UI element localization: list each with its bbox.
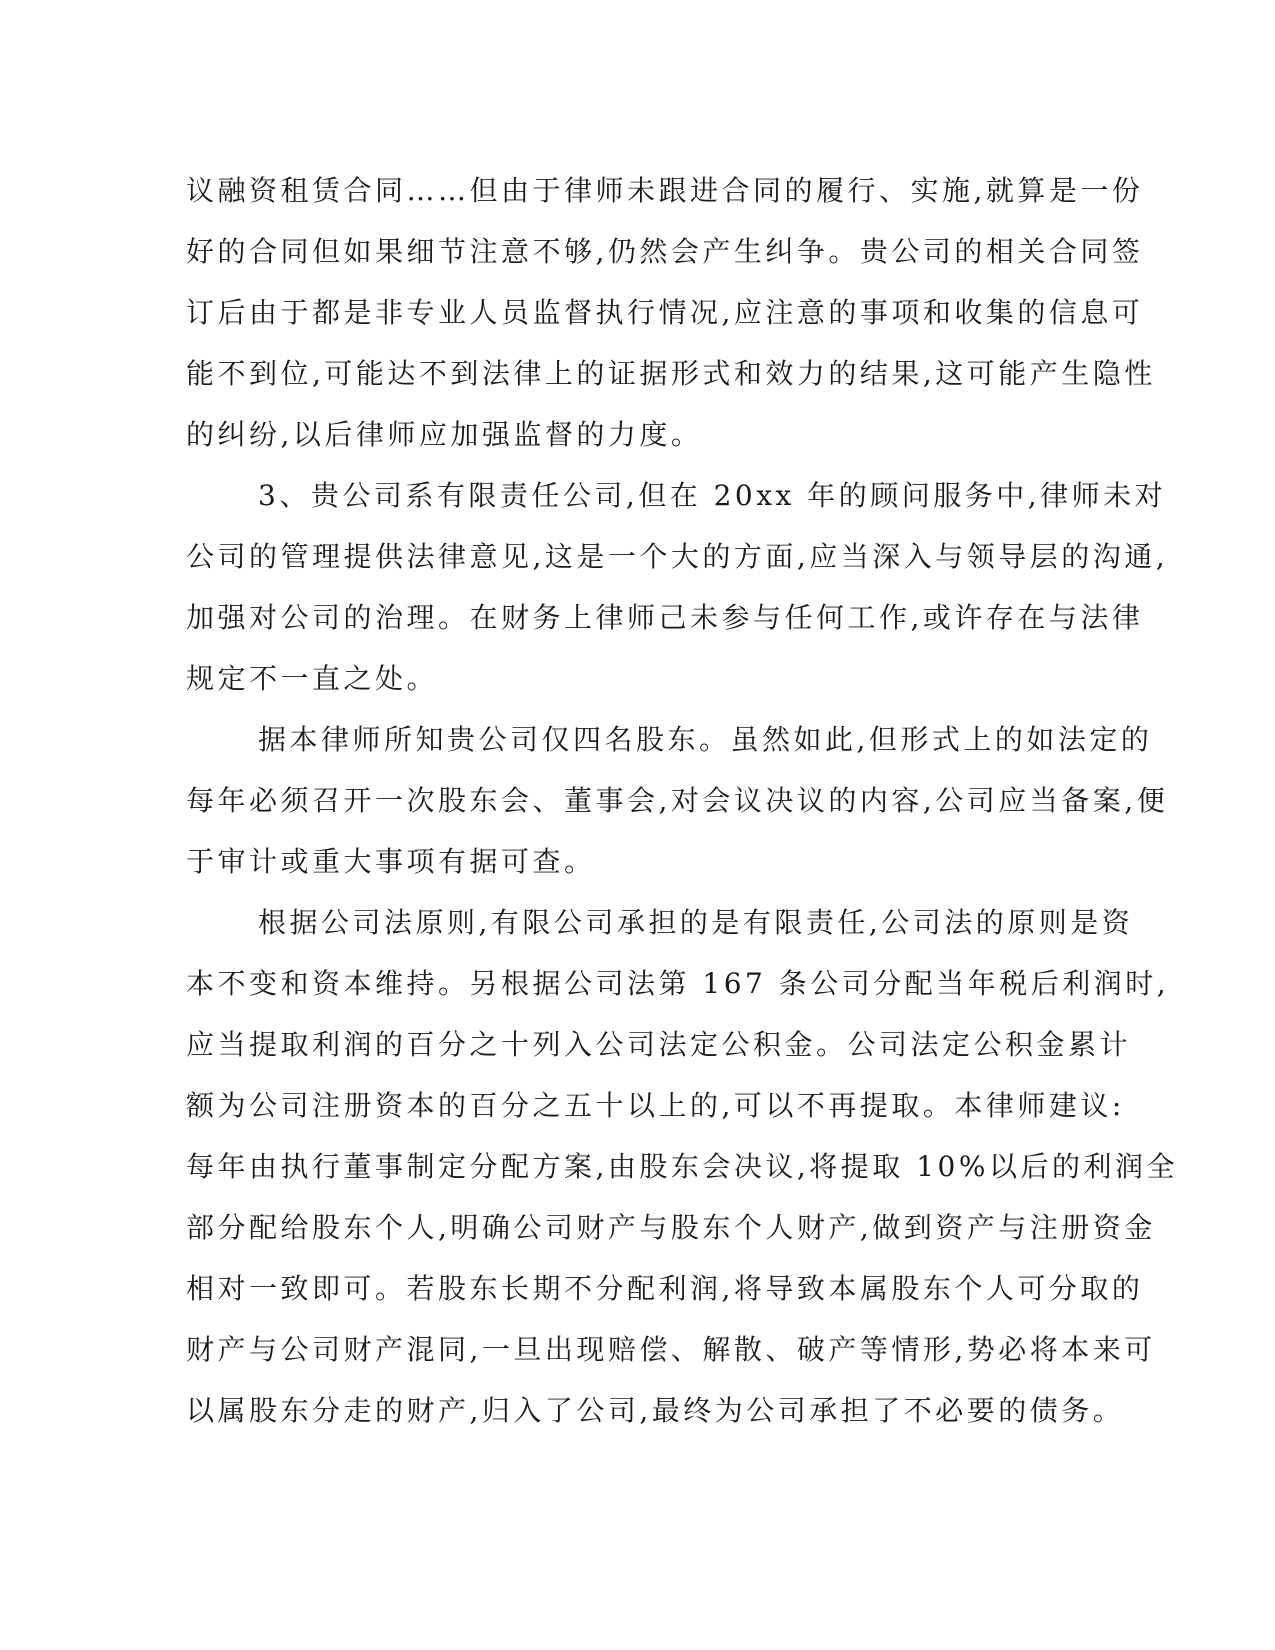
text-line: 公司的管理提供法律意见,这是一个大的方面,应当深入与领导层的沟通, <box>186 540 1169 573</box>
text-line: 规定不一直之处。 <box>186 662 439 695</box>
text-line: 财产与公司财产混同,一旦出现赔偿、解散、破产等情形,势必将本来可 <box>186 1333 1156 1366</box>
body-text <box>186 160 1178 1441</box>
paragraph-first-line: 3、贵公司系有限责任公司,但在 20xx 年的顾问服务中,律师未对 <box>258 479 1167 512</box>
paragraph-first-line: 据本律师所知贵公司仅四名股东。虽然如此,但形式上的如法定的 <box>258 723 1153 756</box>
text-line: 加强对公司的治理。在财务上律师己未参与任何工作,或许存在与法律 <box>186 601 1144 634</box>
text-line: 每年必须召开一次股东会、董事会,对会议决议的内容,公司应当备案,便 <box>186 784 1169 817</box>
text-line: 应当提取利润的百分之十列入公司法定公积金。公司法定公积金累计 <box>186 1028 1132 1061</box>
text-line: 订后由于都是非专业人员监督执行情况,应注意的事项和收集的信息可 <box>186 296 1144 329</box>
text-line: 能不到位,可能达不到法律上的证据形式和效力的结果,这可能产生隐性 <box>186 357 1156 390</box>
paragraph-first-line: 根据公司法原则,有限公司承担的是有限责任,公司法的原则是资 <box>258 906 1134 939</box>
text-line: 议融资租赁合同……但由于律师未跟进合同的履行、实施,就算是一份 <box>186 174 1144 207</box>
text-line: 每年由执行董事制定分配方案,由股东会决议,将提取 10%以后的利润全 <box>186 1150 1178 1183</box>
text-line: 额为公司注册资本的百分之五十以上的,可以不再提取。本律师建议: <box>186 1089 1125 1122</box>
text-line: 部分配给股东个人,明确公司财产与股东个人财产,做到资产与注册资金 <box>186 1211 1156 1244</box>
text-line: 以属股东分走的财产,归入了公司,最终为公司承担了不必要的债务。 <box>186 1394 1125 1427</box>
text-line: 的纠纷,以后律师应加强监督的力度。 <box>186 418 703 451</box>
text-line: 本不变和资本维持。另根据公司法第 167 条公司分配当年税后利润时, <box>186 967 1170 1000</box>
text-line: 好的合同但如果细节注意不够,仍然会产生纠争。贵公司的相关合同签 <box>186 235 1144 268</box>
text-line: 于审计或重大事项有据可查。 <box>186 845 596 878</box>
text-line: 相对一致即可。若股东长期不分配利润,将导致本属股东个人可分取的 <box>186 1272 1144 1305</box>
